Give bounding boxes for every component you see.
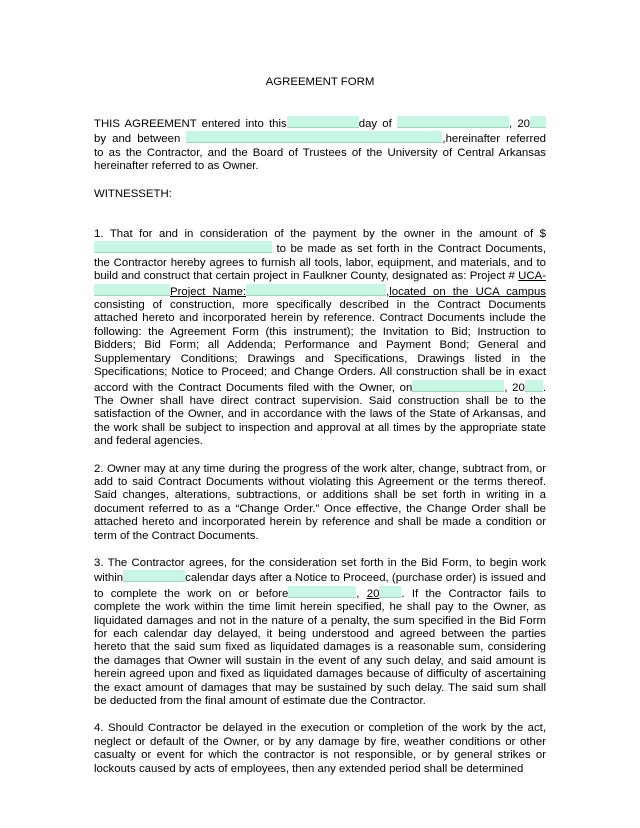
project-name-field[interactable] [246,284,386,296]
paragraph-3 [94,557,546,708]
p1-text: to be made as set forth in the Contract Documents, the Contractor hereby agrees to furnish all tools, labor, equipment, and materials, and to build and construct that certain project in Faulkner County, designated as: Project # [94,243,546,283]
p3-text: . If the Contractor fails to complete the work within the time limit herein specified, he shall pay to the Owner, as liquidated damages and not in the nature of a penalty, the sum specified in the Bid Form for each calendar day delayed, it being understood and agreed between the parties hereto that the said sum fixed as liquidated damages is a reasonable sum, considering the damages that Owner will sustain in the event of any such delay, and said amount is herein agreed upon and fixed as liquidated damages because of difficulty of ascertaining the exact amount of damages that may be sustained by such delay. The said sum shall be deducted from the final amount of estimate due the Contractor. [94,587,546,708]
p3-text: 3. The Contractor agrees, for the consideration set forth in the Bid Form, to begin work within [94,556,546,585]
p1-text: consisting of construction, more specifically described in the Contract Documents attached hereto and incorporated herein by reference. Contract Documents include the following: the Agreement Form (this instrument); the Invitation to Bid; Instruction to Bidders; Bid Form; all Addenda; Performance and Payment Bond; General and Supplementary Conditions; Drawings and Specifications, Drawings listed in the Specifications; Notice to Proceed; and Change Orders. All construction shall be in exact accord with the Contract Documents filed with the Owner, on [94,299,546,394]
completion-year-field[interactable] [379,586,401,598]
day-field[interactable] [287,116,359,128]
intro-text: , 20 [508,118,531,130]
paragraph-4: 4. Should Contractor be delayed in the execution or completion of the work by the act, neglect or default of the Owner, or by any damage by fire, weather conditions or other casualty or event for which the contractor is not responsible, or by general strikes or lockouts caused by acts of employees, then any extended period shall be determined [94,722,546,775]
intro-text: by and between [94,133,181,146]
p3-text: , [356,587,367,600]
contractor-name-field[interactable] [186,131,442,143]
project-location-text: ,located on the UCA campus [386,285,546,298]
intro-text: THIS AGREEMENT entered into this [94,118,287,130]
paragraph-2: 2. Owner may at any time during the progress of the work alter, change, subtract from, or add to said Contract Documents without violating this Agreement or the terms thereof. Said changes, alterations, subtractions, or additions shall be set forth in writing in a document referred to as a “Change Order.” Once effective, the Change Order shall be attached hereto and incorporated herein by reference and shall be made a condition or term of the Contract Documents. [94,462,546,542]
page-title: AGREEMENT FORM [265,76,375,88]
year-field[interactable] [530,116,546,128]
p1-text: 1. That for and in consideration of the payment by the owner in the amount of $ [94,228,546,241]
intro-text: day of [358,118,392,130]
p1-text: , 20 [504,381,525,394]
filed-date-field[interactable] [412,380,504,392]
project-name-label: Project Name: [170,285,247,298]
paragraph-1 [94,228,546,449]
p1-text: . The Owner shall have direct contract supervision. Said construction shall be to the satisfaction of the Owner, and in accordance with the laws of the State of Arkansas, and the work shall be subject to inspection and approval at all times by the appropriate state and federal agencies. [94,381,546,448]
intro-paragraph [94,116,546,174]
p3-text: calendar days after a Notice to Proceed, (purchase order) is issued and to complete the work on or before [94,572,546,600]
project-number-field[interactable] [94,284,170,296]
witnesseth-heading: WITNESSETH: [94,187,172,200]
project-number-label: UCA- [518,270,546,283]
calendar-days-field[interactable] [123,570,185,582]
completion-year-prefix: 20 [366,587,380,600]
amount-field[interactable] [94,241,272,253]
filed-year-field[interactable] [525,380,543,392]
intro-text: ,hereinafter referred to as the Contractor, and the Board of Trustees of the University of Central Arkansas hereinafter referred to as Owner. [94,133,547,173]
agreement-body [94,116,546,776]
month-field[interactable] [397,116,509,128]
completion-date-field[interactable] [288,586,356,598]
